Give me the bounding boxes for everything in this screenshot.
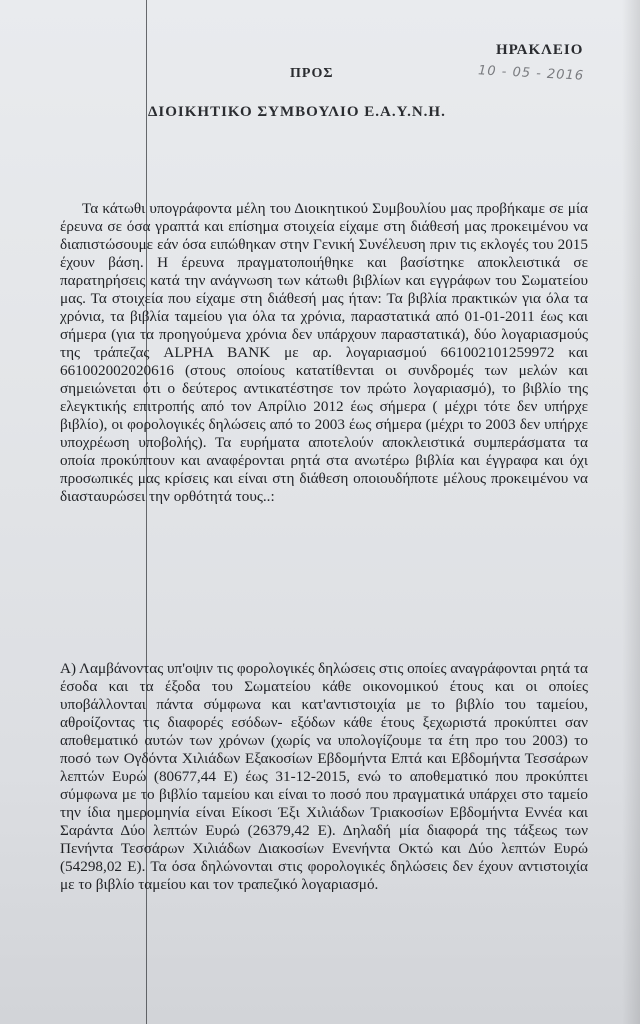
body-paragraph-a: Α) Λαμβάνοντας υπ'οψιν τις φορολογικές δηλώσεις στις οποίες αναγράφονται ρητά τα έσοδα και τα έξοδα του Σωματείου κάθε οικονομικού έτους και οι οποίες υποβάλλονται πάντα σύμφωνα και κατ'αντιστοιχία με το βιβλίο του ταμείου, αθροίζοντας τις διαφορές εσόδων- εξόδων κάθε έτους ξεχωριστά προκύπτει σαν αποθεματικό αυτών των χρόνων (χωρίς να υπολογίζουμε τα έτη προ του 2003) το ποσό των Ογδόντα Χιλιάδων Εξακοσίων Εβδομήντα Επτά και Εβδομήντα Τεσσάρων λεπτών Ευρώ (80677,44 Ε) έως 31-12-2015, ενώ το αποθεματικό που προκύπτει σύμφωνα με το βιβλίο ταμείου και είναι το ποσό που πραγματικά υπάρχει στο ταμείο την ίδια ημερομηνία είναι Είκοσι Έξι Χιλιάδων Τριακοσίων Εβδομήντα Εννέα και Σαράντα Δύο λεπτών Ευρώ (26379,42 Ε). Δηλαδή μία διαφορά της τάξεως των Πενήντα Τεσσάρων Χιλιάδων Διακοσίων Ενενήντα Οκτώ και Δύο λεπτών Ευρώ (54298,02 Ε). Τα όσα δηλώνονται στις φορολογικές δηλώσεις δεν έχουν αντιστοιχία με το βιβλίο ταμείου και τον τραπεζικό λογαριασμό.	[60, 660, 588, 893]
place-heading: ΗΡΑΚΛΕΙΟ	[496, 42, 584, 58]
body-paragraph-intro: Τα κάτωθι υπογράφοντα μέλη του Διοικητικού Συμβουλίου μας προβήκαμε σε μία έρευνα σε όσα γραπτά και επίσημα στοιχεία είχαμε στη διάθεσή μας προκειμένου να διαπιστώσουμε εάν όσα ειπώθηκαν στην Γενική Συνέλευση πριν τις εκλογές του 2015 έχουν βάση. Η έρευνα πραγματοποιήθηκε και βασίστηκε αποκλειστικά σε παρατηρήσεις κατά την ανάγνωση των κάτωθι βιβλίων και εγγράφων του Σωματείου μας. Τα στοιχεία που είχαμε στη διάθεσή μας ήταν: Τα βιβλία πρακτικών για όλα τα χρόνια, τα βιβλία ταμείου για όλα τα χρόνια, παραστατικά από 01-01-2011 έως και σήμερα (για τα προηγούμενα χρόνια δεν υπάρχουν παραστατικά), δύο λογαριασμούς της τράπεζας ALPHA BANK με αρ. λογαριασμού 661002101259972 και 661002002020616 (στους οποίους κατατίθενται οι συνδρομές των μελών και σημειώνεται ότι ο δεύτερος αντικατέστησε τον πρώτο λογαριασμό), το βιβλίο της ελεγκτικής επιτροπής από τον Απρίλιο 2012 έως σήμερα ( μέχρι τότε δεν υπήρχε βιβλίο), οι φορολογικές δηλώσεις από το 2003 έως σήμερα (μέχρι το 2003 δεν υπήρχε υποχρέωση υποβολής). Τα ευρήματα αποτελούν αποκλειστικά συμπεράσματα τα οποία προκύπτουν και αναφέρονται ρητά στα ανωτέρω βιβλία και έγγραφα και όχι προσωπικές μας κρίσεις και είναι στη διάθεση οποιουδήποτε μέλους προκειμένου να διασταυρώσει την ορθότητά τους..:	[60, 200, 588, 505]
to-label: ΠΡΟΣ	[290, 66, 334, 81]
page-edge-shadow	[622, 0, 640, 1024]
recipient-heading: ΔΙΟΙΚΗΤΙΚΟ ΣΥΜΒΟΥΛΙΟ Ε.Α.Υ.Ν.Η.	[148, 104, 446, 120]
handwritten-date: 10 - 05 - 2016	[477, 63, 585, 84]
